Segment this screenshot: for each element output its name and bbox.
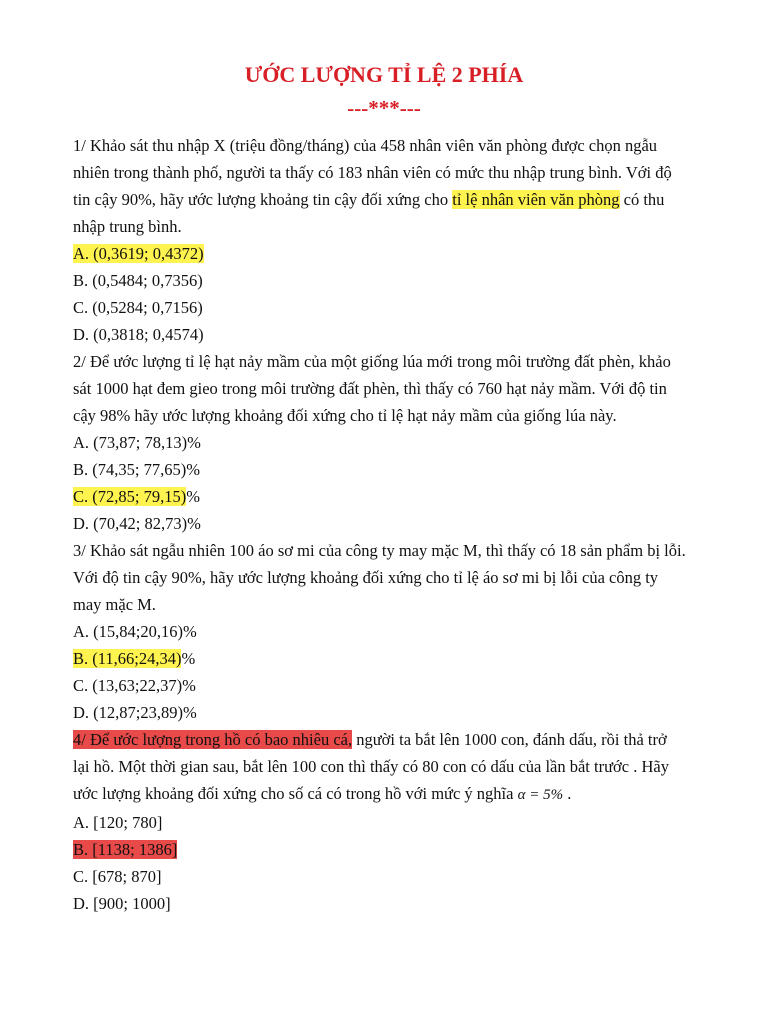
question-1 (73, 132, 708, 348)
question-text-segment: ước lượng khoảng đối xứng cho số cá có trong hồ với mức ý nghĩa (73, 784, 518, 803)
question-2 (73, 348, 708, 537)
question-text-line: Với độ tin cậy 90%, hãy ước lượng khoảng đối xứng cho tỉ lệ áo sơ mi bị lỗi của công ty (73, 568, 659, 587)
correct-answer-highlight: A. (0,3619; 0,4372) (73, 244, 204, 263)
correct-answer-highlight: B. [1138; 1386] (73, 840, 178, 859)
question-text-line: nhập trung bình. (73, 217, 182, 236)
answer-option-b (73, 836, 708, 863)
correct-answer-highlight: C. (72,85; 79,15) (73, 487, 187, 506)
answer-suffix: % (181, 649, 196, 668)
answer-option-a: A. (73,87; 78,13)% (73, 433, 201, 452)
question-text-segment: tin cậy 90%, hãy ước lượng khoảng tin cậy đối xứng cho (73, 190, 453, 209)
question-4 (73, 726, 708, 917)
question-list (73, 132, 708, 917)
answer-option-a (73, 240, 708, 267)
answer-suffix: % (186, 487, 200, 506)
answer-option-c: C. (0,5284; 0,7156) (73, 298, 203, 317)
question-text-line (73, 780, 708, 809)
question-text-line: 1/ Khảo sát thu nhập X (triệu đồng/tháng) của 458 nhân viên văn phòng được chọn ngẫu (73, 136, 658, 155)
question-text-segment: người ta bắt lên 1000 con, đánh dấu, rồi thả trở (352, 730, 667, 749)
highlighted-phrase: tỉ lệ nhân viên văn phòng (452, 190, 620, 209)
question-text-line (73, 186, 708, 213)
highlighted-phrase: 4/ Để ước lượng trong hồ có bao nhiêu cá, (73, 730, 353, 749)
question-text-line: lại hồ. Một thời gian sau, bắt lên 100 con thì thấy có 80 con có dấu của lần bắt trước . Hãy (73, 757, 669, 776)
answer-option-b (73, 645, 708, 672)
question-text-line: cậy 98% hãy ước lượng khoảng đối xứng cho tỉ lệ hạt nảy mầm của giống lúa này. (73, 406, 617, 425)
answer-option-a: A. (15,84;20,16)% (73, 622, 197, 641)
question-3 (73, 537, 708, 726)
question-text-line: 2/ Để ước lượng tỉ lệ hạt nảy mầm của một giống lúa mới trong môi trường đất phèn, khảo (73, 352, 671, 371)
page-title: ƯỚC LƯỢNG TỈ LỆ 2 PHÍA (244, 62, 524, 87)
question-text-segment: . (563, 784, 572, 803)
alpha-formula: α = 5% (517, 787, 564, 803)
question-text-line (73, 726, 708, 753)
answer-option-c (73, 483, 708, 510)
answer-option-d: D. (0,3818; 0,4574) (73, 325, 204, 344)
question-text-line: 3/ Khảo sát ngẫu nhiên 100 áo sơ mi của công ty may mặc M, thì thấy có 18 sản phẩm bị lỗi. (73, 541, 686, 560)
page-subtitle: ---***--- (347, 96, 421, 120)
answer-option-d: D. [900; 1000] (73, 894, 171, 913)
answer-option-c: C. [678; 870] (73, 867, 162, 886)
answer-option-d: D. (12,87;23,89)% (73, 703, 197, 722)
answer-option-c: C. (13,63;22,37)% (73, 676, 196, 695)
answer-option-b: B. (0,5484; 0,7356) (73, 271, 203, 290)
question-text-line: nhiên trong thành phố, người ta thấy có 183 nhân viên có mức thu nhập trung bình. Với độ (73, 163, 672, 182)
answer-option-b: B. (74,35; 77,65)% (73, 460, 200, 479)
question-text-line: may mặc M. (73, 595, 156, 614)
question-text-line: sát 1000 hạt đem gieo trong môi trường đất phèn, thì thấy có 760 hạt nảy mầm. Với độ tin (73, 379, 667, 398)
correct-answer-highlight: B. (11,66;24,34) (73, 649, 182, 668)
question-text-segment: có thu (619, 190, 665, 209)
answer-option-a: A. [120; 780] (73, 813, 163, 832)
answer-option-d: D. (70,42; 82,73)% (73, 514, 201, 533)
